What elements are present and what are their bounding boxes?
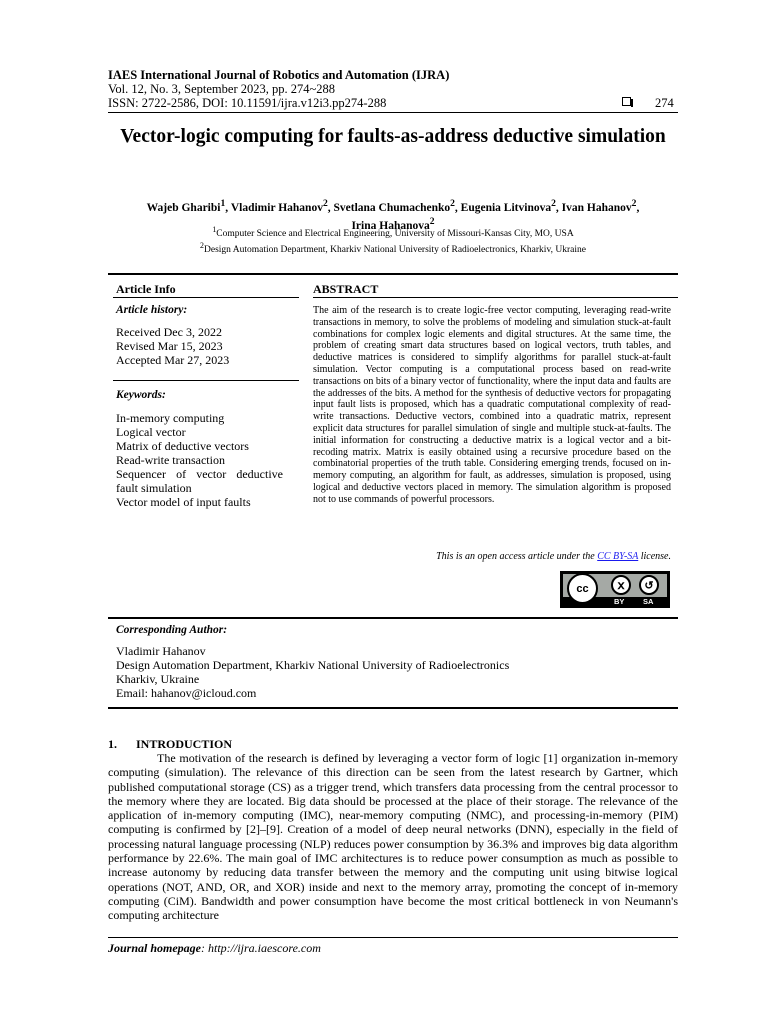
footer-rule [108, 937, 678, 938]
introduction-paragraph: The motivation of the research is defined by leveraging a vector form of logic [1] organization in-memory computing (simulation). The relevance of this direction can be seen from the latest research by Gartner, which published computational storage (CS) as a trigger trend, which transfers data processing from the central processor to the memory where they are located. Big data should be processed at the place of their storage. The relevance of the application of in-memory computing (IMC), near-memory computing (NMC), and processing-in-memory (PIM) computing is confirmed by [2]–[9]. Creation of a model of deep neural networks (DNN), especially in the field of processing natural language processing (NLP) reduces power consumption by 36.3% and improves big data algorithm performance by 22.6%. The main goal of IMC architectures is to reduce power consumption as much as possible to increase autonomy by reducing data transfer between the memory and the computing unit using bitwise logical operations (NOT, AND, OR, and XOR) inside and next to the memory array, promoting the concept of in-memory computing (CiM). Bandwidth and power consumption have become the most critical bottleneck in von Neumann's computing architecture [108, 751, 678, 923]
history-revised: Revised Mar 15, 2023 [116, 339, 223, 353]
cc-by-sa-badge [560, 571, 670, 608]
abstract-rule [313, 297, 678, 298]
share-alike-icon: ↺ [639, 575, 659, 595]
article-info-heading: Article Info [116, 282, 176, 296]
person-icon: ⅹ [611, 575, 631, 595]
keyword-item: Read-write transaction [116, 453, 225, 467]
author-affil-sup: 2 [322, 198, 328, 209]
abstract-text: The aim of the research is to create logic-free vector computing, leveraging read-write transactions in memory, to solve the problems of modeling and simulation stuck-at-fault combinations for complex logic elements and digital structures. At the same time, the problem of creating smart data structures based on logical vectors, truth tables, and deductive matrices is considered to simplify algorithms for parallel stuck-at-fault simulation. Vector computing is a computational process based on read-write transactions on bits of a binary vector of functionality, where the input data and faults are the addresses of the bits. A method for the synthesis of deductive vectors for propagating input fault lists is proposed, which has a quadratic computational complexity of read-write transactions. Deductive vectors, combined into a quadratic matrix, represent explicit data structures for parallel simulation of single and multiple stuck-at-faults. The initial information for constructing a deductive matrix is a logical vector and a bit-recoding matrix. Matrix is easily obtained using a recursive procedure based on the combinatorial properties of the truth table. Considering emerging trends, focused on in-memory computing, an algorithm for fault, as addresses, simulation is proposed, using logical and deductive vectors placed in memory. The simulation algorithm is proposed not to use commands of powerful processors. [313, 305, 671, 505]
affil-sup: 2 [200, 241, 204, 251]
corresponding-department: Design Automation Department, Kharkiv National University of Radioelectronics [116, 658, 510, 672]
affiliation-2 [108, 240, 678, 256]
affil-text: Computer Science and Electrical Engineering, University of Missouri-Kansas City, MO, USA [216, 229, 574, 240]
author-name: Eugenia Litvinova [460, 201, 552, 214]
keyword-item: Matrix of deductive vectors [116, 439, 249, 453]
paper-title: Vector-logic computing for faults-as-address deductive simulation [120, 126, 666, 147]
affiliation-1 [108, 224, 678, 240]
article-info-rule [113, 297, 299, 298]
corresponding-name: Vladimir Hahanov [116, 644, 206, 658]
journal-volume: Vol. 12, No. 3, September 2023, pp. 274~288 [108, 82, 336, 96]
journal-homepage [108, 941, 321, 956]
section-title: INTRODUCTION [136, 737, 233, 751]
keyword-item: In-memory computing [116, 411, 225, 425]
section-heading [108, 737, 232, 752]
affil-sup: 1 [212, 225, 217, 234]
keywords-heading: Keywords: [116, 389, 166, 401]
history-rule [113, 380, 299, 381]
author-name: Wajeb Gharibi [146, 201, 221, 214]
journal-name: IAES International Journal of Robotics and Automation (IJRA) [108, 68, 450, 82]
author-name: Irina Hahanova [351, 219, 430, 232]
cc-by-label: BY [614, 597, 625, 606]
info-top-rule [108, 273, 678, 275]
corresponding-top-rule [108, 617, 678, 619]
square-box-icon [622, 97, 631, 106]
cc-logo-icon: cc [567, 573, 598, 604]
corresponding-bottom-rule [108, 707, 678, 709]
author-affil-sup: 2 [631, 198, 637, 209]
keyword-list [116, 411, 283, 509]
page-number: 274 [655, 96, 674, 110]
section-number: 1. [108, 737, 117, 751]
keyword-item: Vector model of input faults [116, 495, 251, 509]
history-accepted: Accepted Mar 27, 2023 [116, 353, 230, 367]
homepage-url: : http://ijra.iaescore.com [201, 941, 321, 955]
abstract-heading: ABSTRACT [313, 282, 379, 296]
keyword-item: Sequencer of vector deductive fault simulation [116, 467, 283, 495]
history-received: Received Dec 3, 2022 [116, 325, 222, 339]
author-affil-sup: 2 [429, 215, 435, 227]
keyword-item: Logical vector [116, 425, 186, 439]
history-heading: Article history: [116, 304, 188, 316]
journal-issn-doi: ISSN: 2722-2586, DOI: 10.11591/ijra.v12i3.pp274-288 [108, 96, 387, 110]
cc-sa-label: SA [643, 597, 654, 606]
author-name: Svetlana Chumachenko [333, 201, 451, 214]
cc-by-sa-link[interactable]: CC BY-SA [597, 551, 639, 562]
open-access-note [313, 551, 671, 562]
homepage-label: Journal homepage [108, 941, 202, 955]
header-rule [108, 112, 678, 113]
author-line-1: Wajeb Gharibi$^1$, Vladimir Hahanov$^2$, Svetlana Chumachenko$^2$, Eugenia Litvinova$^2$, Ivan Hahanov$^2$, [146, 198, 640, 214]
oa-suffix: license. [640, 551, 671, 562]
corresponding-location: Kharkiv, Ukraine [116, 672, 200, 686]
corresponding-email: Email: hahanov@icloud.com [116, 686, 257, 700]
author-affil-sup: 1 [220, 198, 226, 209]
author-name: Vladimir Hahanov [230, 201, 323, 214]
author-affil-sup: 2 [551, 198, 556, 209]
corresponding-heading: Corresponding Author: [116, 624, 228, 636]
oa-prefix: This is an open access article under the [436, 551, 595, 562]
corresponding-details [116, 644, 509, 700]
author-affil-sup: 2 [450, 198, 455, 209]
affil-text: Design Automation Department, Kharkiv National University of Radioelectronics, Kharkiv, Ukraine [204, 245, 586, 256]
affiliations [108, 224, 678, 256]
author-name: Ivan Hahanov [561, 201, 632, 214]
history-list [116, 325, 229, 367]
